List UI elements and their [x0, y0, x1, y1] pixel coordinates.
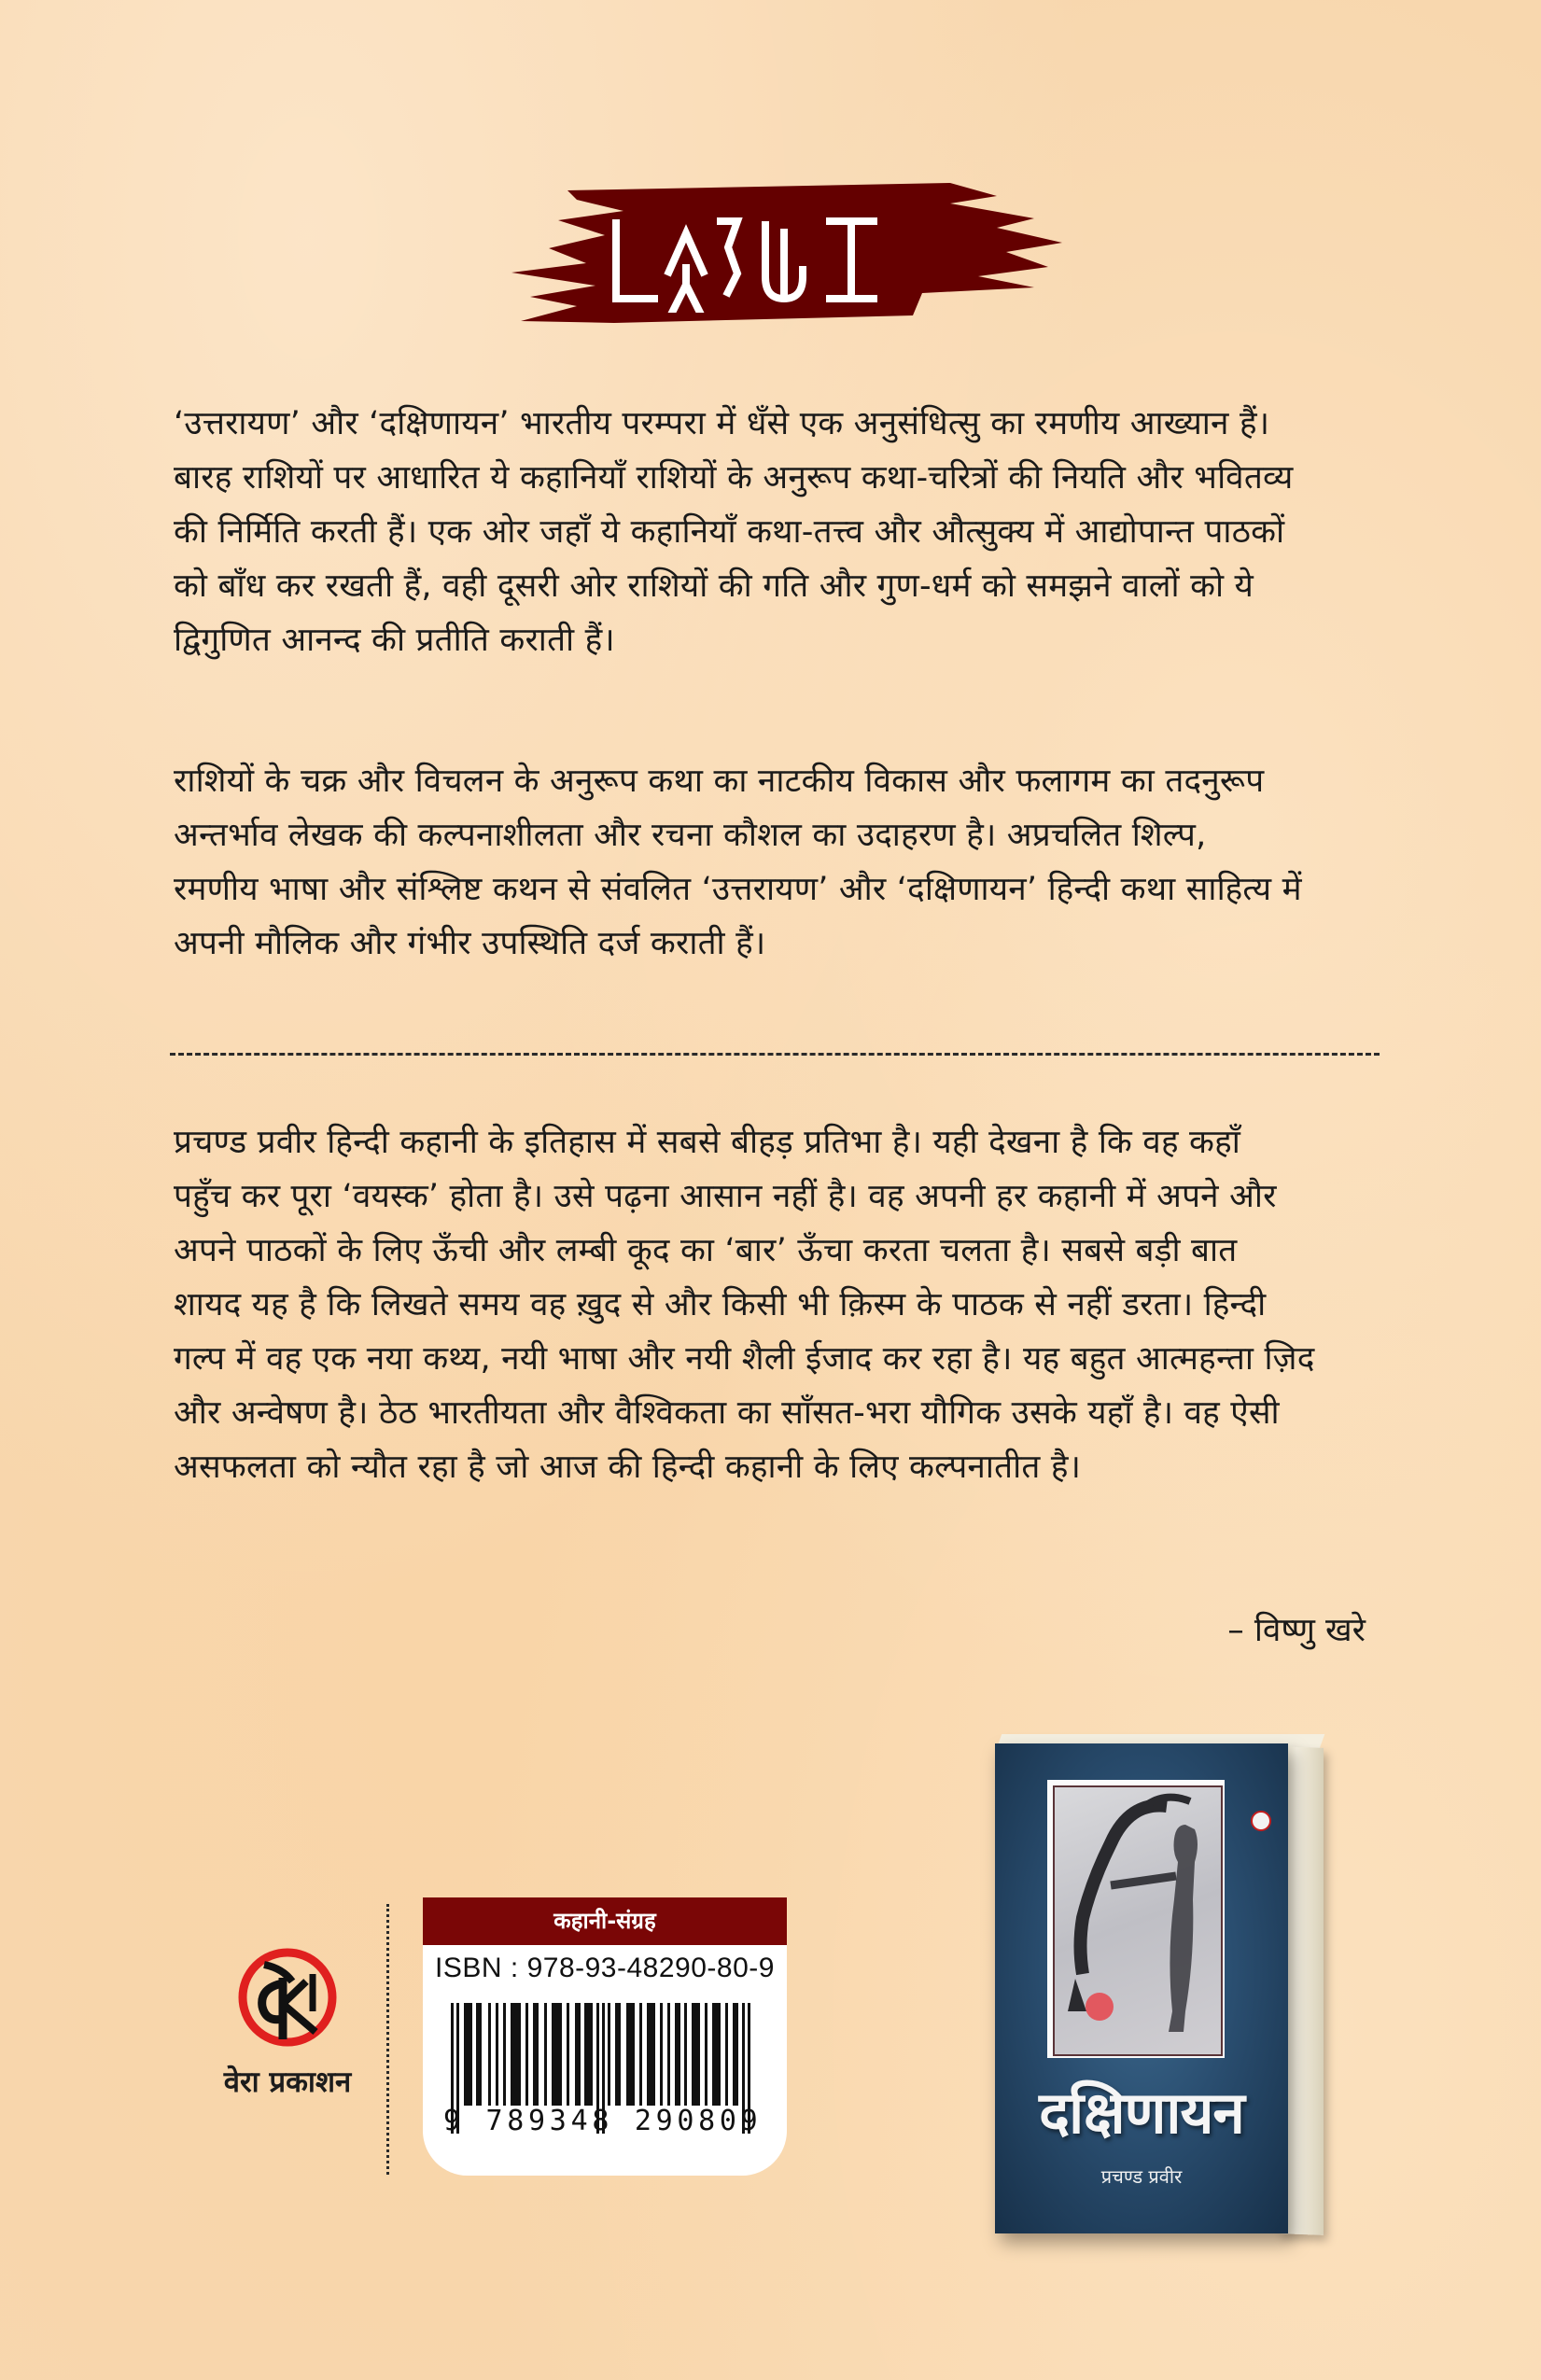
dashed-divider [170, 1053, 1380, 1056]
barcode-label [423, 1897, 787, 2176]
book-mockup-image [989, 1738, 1325, 2242]
zodiac-figure-icon [1055, 1787, 1217, 2051]
text-line: राशियों के चक्र और विचलन के अनुरूप कथा का नाटकीय विकास और फलागम का तदनुरूप [174, 763, 1265, 800]
book-cover-author: प्रचण्ड प्रवीर [1100, 2165, 1183, 2188]
blurb-paragraph-2 [174, 754, 1378, 971]
review-attribution: – विष्णु खरे [1227, 1612, 1366, 1649]
barcode-digits: 9 789348 290809 [443, 2105, 763, 2137]
text-line: अपनी मौलिक और गंभीर उपस्थिति दर्ज कराती हैं। [174, 925, 766, 962]
cover-artwork [1047, 1780, 1225, 2058]
book-front-cover [995, 1743, 1288, 2233]
text-line: बारह राशियों पर आधारित ये कहानियाँ राशियों के अनुरूप कथा-चरित्रों की नियति और भवितव्य [174, 459, 1294, 497]
text-line: ‘उत्तरायण’ और ‘दक्षिणायन’ भारतीय परम्परा में धँसे एक अनुसंधित्सु का रमणीय आख्यान हैं। [174, 405, 1270, 442]
category-band: कहानी-संग्रह [423, 1897, 787, 1945]
book-cover-title: दक्षिणायन [1039, 2079, 1244, 2147]
text-line: असफलता को न्यौत रहा है जो आज की हिन्दी कहानी के लिए कल्पनातीत है। [174, 1449, 1082, 1486]
text-line: अपने पाठकों के लिए ऊँची और लम्बी कूद का ‘बार’ ऊँचा करता चलता है। सबसे बड़ी बात [174, 1232, 1238, 1269]
blurb-paragraph-1 [174, 397, 1378, 667]
text-line: शायद यह है कि लिखते समय वह ख़ुद से और किसी भी क़िस्म के पाठक से नहीं डरता। हिन्दी [174, 1286, 1267, 1323]
text-line: को बाँध कर रखती हैं, वही दूसरी ओर राशियों की गति और गुण-धर्म को समझने वालों को ये [174, 567, 1254, 605]
book-publisher-logo-icon [1251, 1811, 1271, 1831]
publisher-logo-icon [236, 1946, 339, 2049]
brahmi-title [607, 210, 933, 313]
text-line: प्रचण्ड प्रवीर हिन्दी कहानी के इतिहास में सबसे बीहड़ प्रतिभा है। यही देखना है कि वह कहाँ [174, 1124, 1240, 1161]
publisher-name: वेरा प्रकाशन [223, 2065, 352, 2099]
review-paragraph [174, 1115, 1378, 1494]
text-line: द्विगुणित आनन्द की प्रतीति कराती हैं। [174, 622, 615, 659]
text-line: गल्प में वह एक नया कथ्य, नयी भाषा और नयी शैली ईजाद कर रहा है। यह बहुत आत्महन्ता ज़िद [174, 1340, 1315, 1378]
isbn-text: ISBN : 978-93-48290-80-9 [435, 1953, 775, 1983]
text-line: और अन्वेषण है। ठेठ भारतीयता और वैश्विकता का साँसत-भरा यौगिक उसके यहाँ है। वह ऐसी [174, 1394, 1280, 1432]
text-line: रमणीय भाषा और संश्लिष्ट कथन से संवलित ‘उत्तरायण’ और ‘दक्षिणायन’ हिन्दी कथा साहित्य में [174, 871, 1302, 908]
text-line: पहुँच कर पूरा ‘वयस्क’ होता है। उसे पढ़ना आसान नहीं है। वह अपनी हर कहानी में अपने और [174, 1178, 1277, 1215]
vertical-dotted-divider [386, 1904, 389, 2175]
publisher-block [203, 1946, 371, 2101]
text-line: की निर्मिति करती हैं। एक ओर जहाँ ये कहानियाँ कथा-तत्त्व और औत्सुक्य में आद्योपान्त पाठकों [174, 513, 1285, 551]
text-line: अन्तर्भाव लेखक की कल्पनाशीलता और रचना कौशल का उदाहरण है। अप्रचलित शिल्प, [174, 817, 1207, 854]
